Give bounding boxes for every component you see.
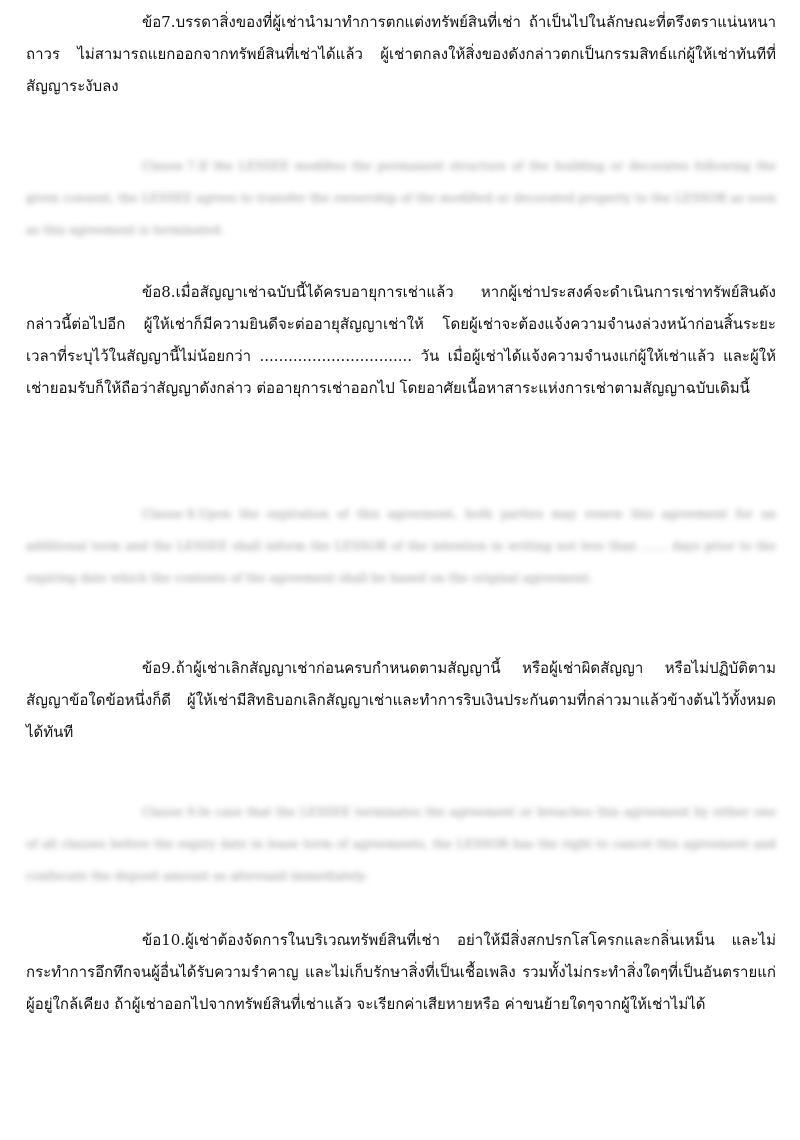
clause-9-thai xyxy=(26,652,776,748)
clause-9-english-label: Clause 9. xyxy=(142,805,199,819)
clause-10-thai xyxy=(26,924,776,1020)
clause-8-english xyxy=(26,498,776,594)
clause-10-thai-text: ผู้เช่าต้องจัดการในบริเวณทรัพย์สินที่เช่า อย่าให้มีสิ่งสกปรกโสโครกและกลิ่นเหม็น และไม่กระทำการอึกทึกจนผู้อื่นได้รับความรำคาญ และไม่เก็บรักษาสิ่งที่เป็นเชื้อเพลิง รวมทั้งไม่กระทำสิ่งใดๆที่เป็นอันตรายแก่ผู้อยู่ใกล้เคียง ถ้าผู้เช่าออกไปจากทรัพย์สินที่เช่าแล้ว จะเรียกค่าเสียหายหรือ ค่าขนย้ายใดๆจากผู้ให้เช่าไม่ได้ xyxy=(26,931,776,1013)
clause-7-thai xyxy=(26,6,776,102)
clause-8-number: ข้อ8. xyxy=(142,283,176,301)
clause-8-english-label: Clause 8. xyxy=(142,507,199,521)
clause-9-english xyxy=(26,796,776,892)
clause-8-thai-text: เมื่อสัญญาเช่าฉบับนี้ได้ครบอายุการเช่าแล้ว หากผู้เช่าประสงค์จะดำเนินการเช่าทรัพย์สินดังกล่าวนี้ต่อไปอีก ผู้ให้เช่าก็มีความยินดีจะต่ออายุสัญญาเช่าให้ โดยผู้เช่าจะต้องแจ้งความจำนงล่วงหน้าก่อนสิ้นระยะเวลาที่ระบุไว้ในสัญญานี้ไม่น้อยกว่า ................................ วัน เมื่อผู้เช่าได้แจ้งความจำนงแก่ผู้ให้เช่าแล้ว และผู้ให้เช่ายอมรับก็ให้ถือว่าสัญญาดังกล่าว ต่ออายุการเช่าออกไป โดยอาศัยเนื้อหาสาระแห่งการเช่าตามสัญญาฉบับเดิมนี้ xyxy=(26,283,776,397)
clause-8-thai xyxy=(26,276,776,404)
clause-8-english-text: Upon the expiration of this agreement, both parties may renew this agreement for an additional term and the LESSEE shall inform the LESSOR of the intention in writing not less than ....... days prior to the expiring date which the contents of the agreement shall be based on the original agreement. xyxy=(26,507,776,585)
clause-7-english-text: If the LESSEE modifies the permanent structure of the building or decorates following the given consent, the LESSEE agrees to transfer the ownership of the modified or decorated property to the LESSOR as soon as this agreement is terminated. xyxy=(26,159,776,237)
clause-9-english-text: In case that the LESSEE terminates the agreement or breaches this agreement by either one of all clauses before the expiry date in lease term of agreements, the LESSOR has the right to cancel this agreement and confiscate the deposit amount as aforesaid immediately. xyxy=(26,805,776,883)
clause-7-english-label: Clause 7. xyxy=(142,159,199,173)
clause-7-number: ข้อ7. xyxy=(142,13,176,31)
clause-9-number: ข้อ9. xyxy=(142,659,176,677)
clause-7-thai-text: บรรดาสิ่งของที่ผู้เช่านำมาทำการตกแต่งทรัพย์สินที่เช่า ถ้าเป็นไปในลักษณะที่ตรึงตราแน่นหนาถาวร ไม่สามารถแยกออกจากทรัพย์สินที่เช่าได้แล้ว ผู้เช่าตกลงให้สิ่งของดังกล่าวตกเป็นกรรมสิทธ์แก่ผู้ให้เช่าทันทีที่สัญญาระงับลง xyxy=(26,13,776,95)
clause-10-number: ข้อ10. xyxy=(142,931,186,949)
clause-9-thai-text: ถ้าผู้เช่าเลิกสัญญาเช่าก่อนครบกำหนดตามสัญญานี้ หรือผู้เช่าผิดสัญญา หรือไม่ปฏิบัติตามสัญญาข้อใดข้อหนึ่งก็ดี ผู้ให้เช่ามีสิทธิบอกเลิกสัญญาเช่าและทำการริบเงินประกันตามที่กล่าวมาแล้วข้างต้นไว้ทั้งหมด ได้ทันที xyxy=(26,659,776,741)
clause-7-english xyxy=(26,150,776,246)
